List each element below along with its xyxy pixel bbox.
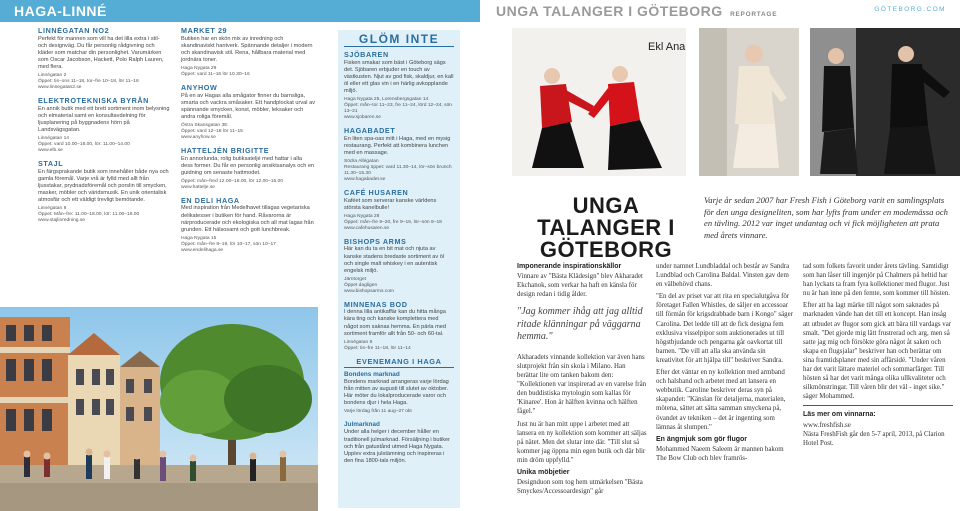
shop-name: LINNÉGATAN NO2 — [38, 27, 110, 35]
dont-forget-heading — [344, 32, 454, 47]
paragraph: Efter det väntar en ny kollektion med armband och halsband och arbetet med att lansera en webbutik. Caroline beskriver deras syn på skapandet: "Känslan för detaljerna, materialen, mötena, sättet att sätta samman smyckena på, övandet av tekniken – det är ingenting som lämnas åt slumpen." — [656, 369, 786, 431]
venue-address: Järntorget Öppet dagligen www.bishopsarms.com — [344, 276, 395, 294]
venue-description: Fisken smakar som bäst i Göteborg sägs det. Sjöbaren erbjuder en touch av västkusten. Njut av god fisk, skaldjur, en kall öl eller ett glas vin i en härlig avkopplande miljö. — [344, 59, 454, 95]
right-page — [480, 0, 960, 511]
event-name: Julmarknad — [344, 421, 380, 429]
venue-name: MINNENAS BOD — [344, 299, 408, 309]
section-title: HAGA-LINNÉ — [14, 3, 107, 19]
event-entry — [344, 421, 454, 465]
subheading: En ängmjuk som gör flugor — [656, 435, 748, 443]
shop-description: En annik butik med ett brett sortiment inom belysning och elmaterial samt en konsultavdelning för ljusplanering på byggnadens hörn på Landsvägsgatan. — [38, 105, 170, 133]
shop-description: Butiken har en skön mix av inredning och skandinaviskt hantverk. Spännande detaljer i modern och skandinavisk stil. Rena, hållbara material med jordnära toner. — [181, 35, 313, 63]
article-column-2 — [656, 262, 794, 511]
shop-description: En annorlunda, rolig butiksateljé med hattar i alla dess former. Du får en personlig ansiktsanalys och en guidning om senaste hattmodet. — [181, 155, 315, 176]
paragraph: "En del av priset var att rita en specialutgåva för företaget Fallen Whistles, de säljer en accessoar till förmån för krigsdrabbade barn i Kongo" säger Carolina. Det ledde till att de fick designa fem exklusiva visselpipor som auktionerades ut till högstbjudande och pengarna går oavkortat till barnen. "De vill att alla ska använda sin kreativitet för att hjälpa till" beskriver Sandra. — [656, 293, 793, 364]
shop-name: EN DELI HAGA — [181, 195, 240, 205]
links-info: www.freshfish.se Nästa FreshFish går den 5-7 april, 2013, på Clarion Hotel Post. — [803, 421, 945, 447]
venue-name: SJÖBAREN — [344, 50, 389, 60]
model-beige-illustration — [699, 28, 799, 176]
brand-name: GÖTEBORG.COM — [874, 6, 946, 13]
venue-description: I denna lilla antikaffär kan du hitta många kära ting och kanske komplettera med något som saknas hemma. En pärla med sortiment framför allt från 50- och 60-tal. — [344, 309, 446, 337]
photo-logo-text: Ekl Ana — [648, 41, 686, 53]
venue-entry — [344, 51, 454, 121]
article-column-1 — [517, 262, 648, 511]
fashion-photo-beige — [699, 28, 799, 176]
shop-address: Östra Skansgatan 3E Öppet: vard 12–18 lör 11–15 www.anyhow.se — [181, 122, 243, 140]
shop-entry — [181, 84, 315, 141]
shop-address: Öppet: mån–fred 12.00–18.00, lör 12.00–15.00 www.hattelje.se — [181, 178, 283, 190]
event-name: Bondens marknad — [344, 370, 400, 378]
shop-entry — [181, 27, 315, 78]
paragraph: tad som folkets favorit under årets tävling. Samtidigt som han låser till ingenjör på Chalmers på heltid har han lyckats ta fram fyra kollektioner med flugor. Just nu är han inne på den femte, som kommer till hösten. — [803, 263, 950, 298]
shop-address: Linnégatan 14 Öppet: vard 10.00–18.00, lör: 11.00–14.00 www.elb.se — [38, 136, 130, 154]
venue-address: Haga Nygata 28 Öppet: mån–fre 9–20, fre 9–19, lör–sön 9–18 www.cafehusaren.se — [344, 213, 442, 231]
venue-description: Här kan du ta en bit mat och njuta av kanske stadens bredaste sortiment av öl och single malt whiskey i en autentisk engelsk miljö. — [344, 246, 445, 274]
venue-description: Kaféet som serverar kanske världens största kanelbulle! — [344, 197, 437, 211]
fashion-photo-dark — [810, 28, 960, 176]
shop-description: En färgsprakande butik som innehåller både nya och gamla föremål. Varje vrå är fylld med allt från ljusstakar, prydnadsföremål och porslin till smycken, masker, möbler och väridsmusik. En unik orientalisk atmosfär och ett väldigt trevligt bemötande. — [38, 168, 169, 203]
shop-description: Med inspiration från Medelhavet tillagas vegetariska delikatesser i butiken för hand. Råvarorna är närproducerade och ekologiska och all mat lagas från grunden. Ett hälsosamt och gott lunchbreak. — [181, 205, 314, 233]
paragraph: Akharadets vinnande kollektion var även hans slutprojekt från sin skola i Milano. Han berättar lite om tanken bakom den: "Kollektionen var inspirerad av en varelse från den buddistiska mytologin som kallas för 'Kinaree'. Hon är hälften kvinna och hälften fågel." — [517, 353, 647, 416]
shop-name: ELEKTROTEKNISKA BYRÅN — [38, 96, 149, 106]
paragraph: Vinnare av "Bästa Klädesign" blev Akharadet Ekchanok, som verkar ha haft en känsla för design redan i tidig ålder. — [517, 273, 643, 299]
article-title: UNGA TALANGER I GÖTEBORG — [537, 193, 675, 262]
event-description: Bondens marknad arrangeras varje lördag från mitten av augusti till slutet av oktober. Här möter du lokalproducerade varor och bondens djur i hela Haga. — [344, 378, 449, 407]
models-red-illustration — [512, 28, 686, 176]
events-title: EVENEMANG I HAGA — [356, 356, 442, 366]
event-description: Under alla helger i december håller en traditionell julmarknad. Försäljning i butiker och från gatustånd utmed Haga Nygata. Upplev extra julstämning och inspireras i den fina 1800-tals miljön. — [344, 429, 451, 464]
venue-name: HAGABADET — [344, 126, 396, 136]
divider — [344, 367, 454, 368]
shop-entry — [181, 197, 315, 254]
shop-name: MARKET 29 — [181, 27, 228, 35]
venue-entry — [344, 127, 454, 183]
shops-column-1 — [38, 27, 170, 309]
event-dates: Varje lördag från 11 aug–27 okt — [344, 409, 412, 415]
article-section-title — [496, 3, 777, 19]
fashion-photo-red — [512, 28, 686, 176]
shop-address: Haga Nygata 15 Öppet: mån–fre 8–19, lör 10–17, sön 10–17 www.endelihaga.se — [181, 235, 276, 253]
paragraph: Just nu är han mitt uppe i arbetet med att lansera en ny kollektion som kommer att säljas på nätet. Men det slutar inte där. "Till slut så kommer jag öppna min egen butik och där blir min dröm uppfylld." — [517, 420, 647, 464]
events-heading — [344, 358, 454, 368]
shop-name: ANYHOW — [181, 82, 218, 92]
shops-column-2 — [181, 27, 315, 317]
shop-name: HATTELJÉN BRIGITTE — [181, 145, 270, 155]
shop-entry — [181, 147, 315, 191]
shop-entry — [38, 27, 170, 91]
section-title-text: UNGA TALANGER I GÖTEBORG — [496, 3, 723, 19]
shop-name: STAJL — [38, 159, 64, 169]
venue-entry — [344, 238, 454, 295]
subheading: Läs mer om vinnarna: — [803, 411, 876, 419]
pull-quote: "Jag kommer ihåg att jag alltid ritade klänningar på väggarna hemma." — [517, 306, 643, 343]
divider — [344, 46, 454, 47]
shop-description: På en av Hagas alla smågator finner du barnsliga, smarta och vackra småsaker. Ett handplockat urval av spännande smycken, konst, möbler, leksaker och andra roliga föremål. — [181, 92, 315, 120]
dont-forget-box — [338, 30, 460, 508]
street-scene-illustration — [0, 307, 318, 511]
venue-address: Linnégatan 6 Öppet: tis–fre 11–18, lör 11–14 — [344, 339, 411, 351]
subheading: Unika möbjetier — [517, 469, 570, 476]
venue-address: Södra Allégatan Restaurang öppet: vard 11.30–14, lör–sön brunch 11.30–15.30 www.hagabadet.se — [344, 159, 452, 183]
divider — [803, 405, 953, 406]
event-entry — [344, 371, 454, 415]
dont-forget-title: GLÖM INTE — [358, 32, 440, 46]
paragraph: under namnet Lundbladdal och består av Sandra Lundblad och Carolina Baldal. Vinsten gav dem en välbehövd chans. — [656, 263, 790, 289]
haga-street-photo — [0, 307, 318, 511]
venue-address: Haga Nygata 25, Lorensbergsgatan 14 Öppet: mån–tor 11–23, fre 11–24, lörd 12–24, sön 13–21 www.sjobaren.se — [344, 97, 453, 121]
left-header-bar — [0, 0, 480, 22]
venue-name: CAFÉ HUSAREN — [344, 188, 409, 198]
article-column-3 — [803, 262, 953, 511]
shop-entry — [38, 160, 170, 224]
shop-address: Haga Nygata 29 Öppet: vard 11–16 lör 10.30–16 — [181, 65, 250, 77]
venue-name: BISHOPS ARMS — [344, 236, 407, 246]
shop-description: Perfekt för mannen som vill ha det lilla extra i stil- och designväg. Du får personlig rådgivning och kläder som matchar din personlighet. Varumärken som Oscar Jacobson, Hackett, Polo Ralph Lauren, med flera. — [38, 35, 164, 70]
venue-entry — [344, 301, 454, 352]
shop-address: Linnégatan 8 Öppet: Mån–fre: 11.00–18.00, lör: 11.00–16.00 www.stajlinredning.se — [38, 206, 140, 224]
subheading: Imponerande inspirationskällor — [517, 263, 622, 270]
venue-entry — [344, 189, 454, 232]
article-intro: Varje år sedan 2007 har Fresh Fish i Göteborg varit en samlingsplats för den unga designeliten, som har lyfts fram under en modemässa och en tävling. 2012 var inget undantag och vi fick möjligheten att prata med årets vinnare. — [704, 195, 948, 240]
paragraph: Designduon som tog hem utmärkelsen "Bästa Smyckes/Accessoardesign" går — [517, 479, 643, 496]
paragraph: Mohammed Naeem Saleem är mannen bakom The Bow Club och blev framrös- — [656, 445, 784, 462]
right-header — [480, 0, 960, 22]
venue-description: En liten spa-oas mitt i Haga, med en mysig restaurang. Perfekt att kombinera lunchen med en massage. — [344, 135, 451, 156]
models-dark-illustration — [810, 28, 960, 176]
shop-entry — [38, 97, 170, 154]
section-subtitle: REPORTAGE — [730, 11, 778, 18]
shop-address: Linnégatan 2 Öppet: tis–ons 11–18, tor–fre 10–18, lör 11–16 www.linnegatan2.se — [38, 73, 139, 91]
paragraph: Efter att ha lagt märke till något som saknades på marknaden vände han det till ett koncept. Han insåg att utbudet av flugor som gick att bära till vardags var smalt. "Det gjorde mig lätt frustrerad och arg, men så satte jag mig och försökte göra något åt saken och skapa en flugsjalar" beskriver han och berättar om sina framtidsplaner med sin affärsidé. "Under våren har det varit lättare materiel och sommarfärger. Till hösten så har det varit många olika ullkvaliteter och silkmönstringar. Till våren blir det väl - inget sike." säger Mohammed. — [803, 302, 952, 401]
